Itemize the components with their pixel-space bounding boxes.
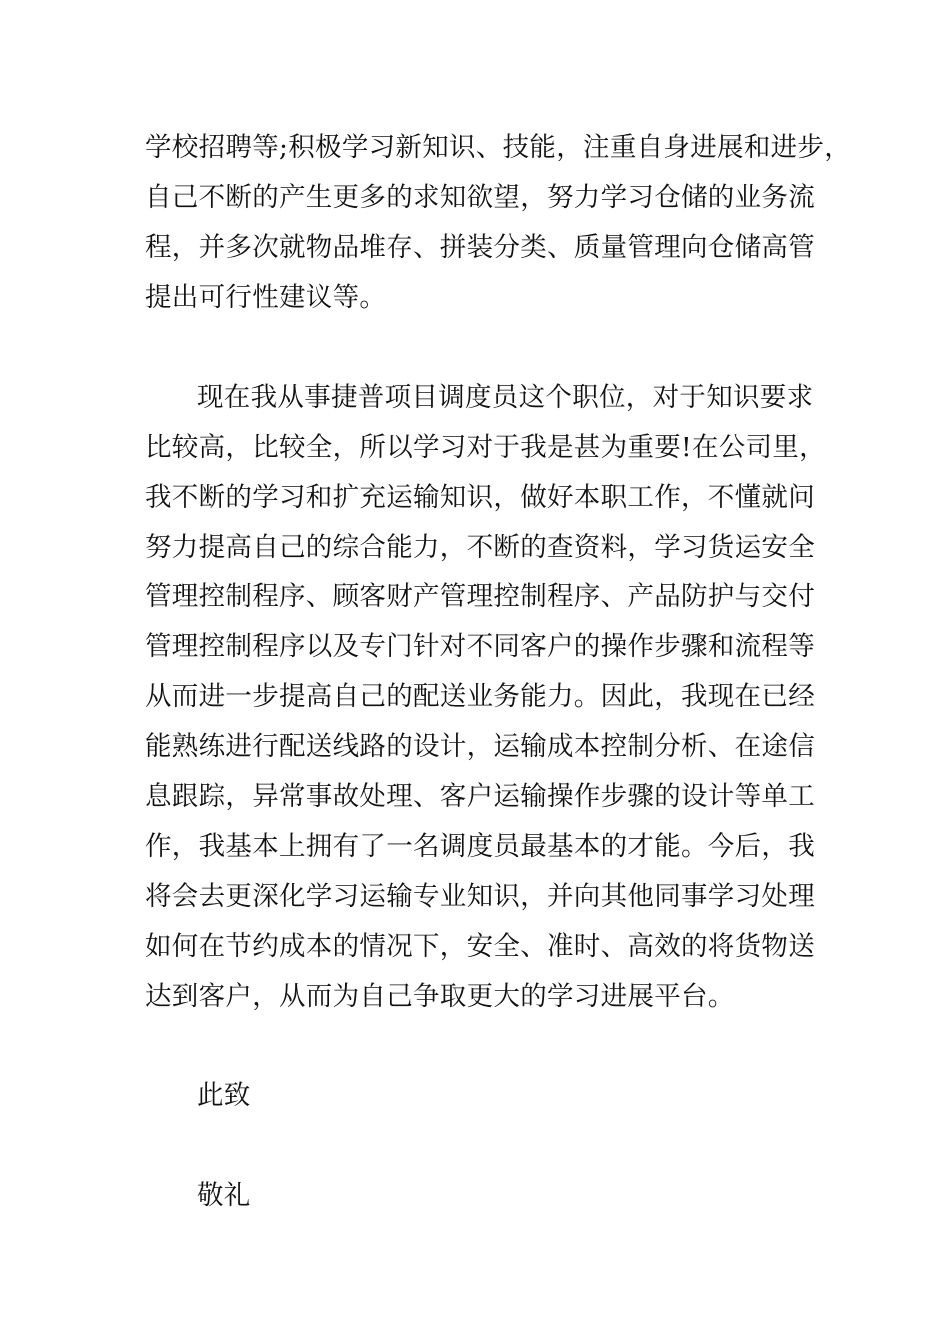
paragraph-2-line-12: 如何在节约成本的情况下，安全、准时、高效的将货物送 <box>145 931 815 962</box>
paragraph-2-line-4: 努力提高自己的综合能力，不断的查资料，学习货运安全 <box>145 532 815 563</box>
paragraph-2-line-13: 达到客户，从而为自己争取更大的学习进展平台。 <box>145 981 735 1012</box>
paragraph-2-line-2: 比较高，比较全，所以学习对于我是甚为重要!在公司里， <box>145 432 826 463</box>
paragraph-2-line-11: 将会去更深化学习运输专业知识，并向其他同事学习处理 <box>145 881 815 912</box>
paragraph-2-line-7: 从而进一步提高自己的配送业务能力。因此，我现在已经 <box>145 681 815 712</box>
paragraph-2-line-1: 现在我从事捷普项目调度员这个职位，对于知识要求 <box>197 382 814 413</box>
paragraph-2-line-8: 能熟练进行配送线路的设计，运输成本控制分析、在途信 <box>145 731 815 762</box>
paragraph-1-line-4: 提出可行性建议等。 <box>145 282 387 313</box>
paragraph-2-line-9: 息跟踪，异常事故处理、客户运输操作步骤的设计等单工 <box>145 781 815 812</box>
paragraph-1-line-1: 学校招聘等;积极学习新知识、技能，注重自身进展和进步， <box>145 132 852 163</box>
paragraph-2-line-6: 管理控制程序以及专门针对不同客户的操作步骤和流程等 <box>145 631 815 662</box>
closing-salutation: 此致 <box>197 1080 251 1111</box>
paragraph-1-line-2: 自己不断的产生更多的求知欲望，努力学习仓储的业务流 <box>145 182 815 213</box>
paragraph-2-line-10: 作，我基本上拥有了一名调度员最基本的才能。今后，我 <box>145 831 815 862</box>
paragraph-2-line-5: 管理控制程序、顾客财产管理控制程序、产品防护与交付 <box>145 581 815 612</box>
paragraph-1-line-3: 程，并多次就物品堆存、拼装分类、质量管理向仓储高管 <box>145 232 815 263</box>
closing-regards: 敬礼 <box>197 1180 251 1211</box>
paragraph-2-line-3: 我不断的学习和扩充运输知识，做好本职工作，不懂就问 <box>145 482 815 513</box>
